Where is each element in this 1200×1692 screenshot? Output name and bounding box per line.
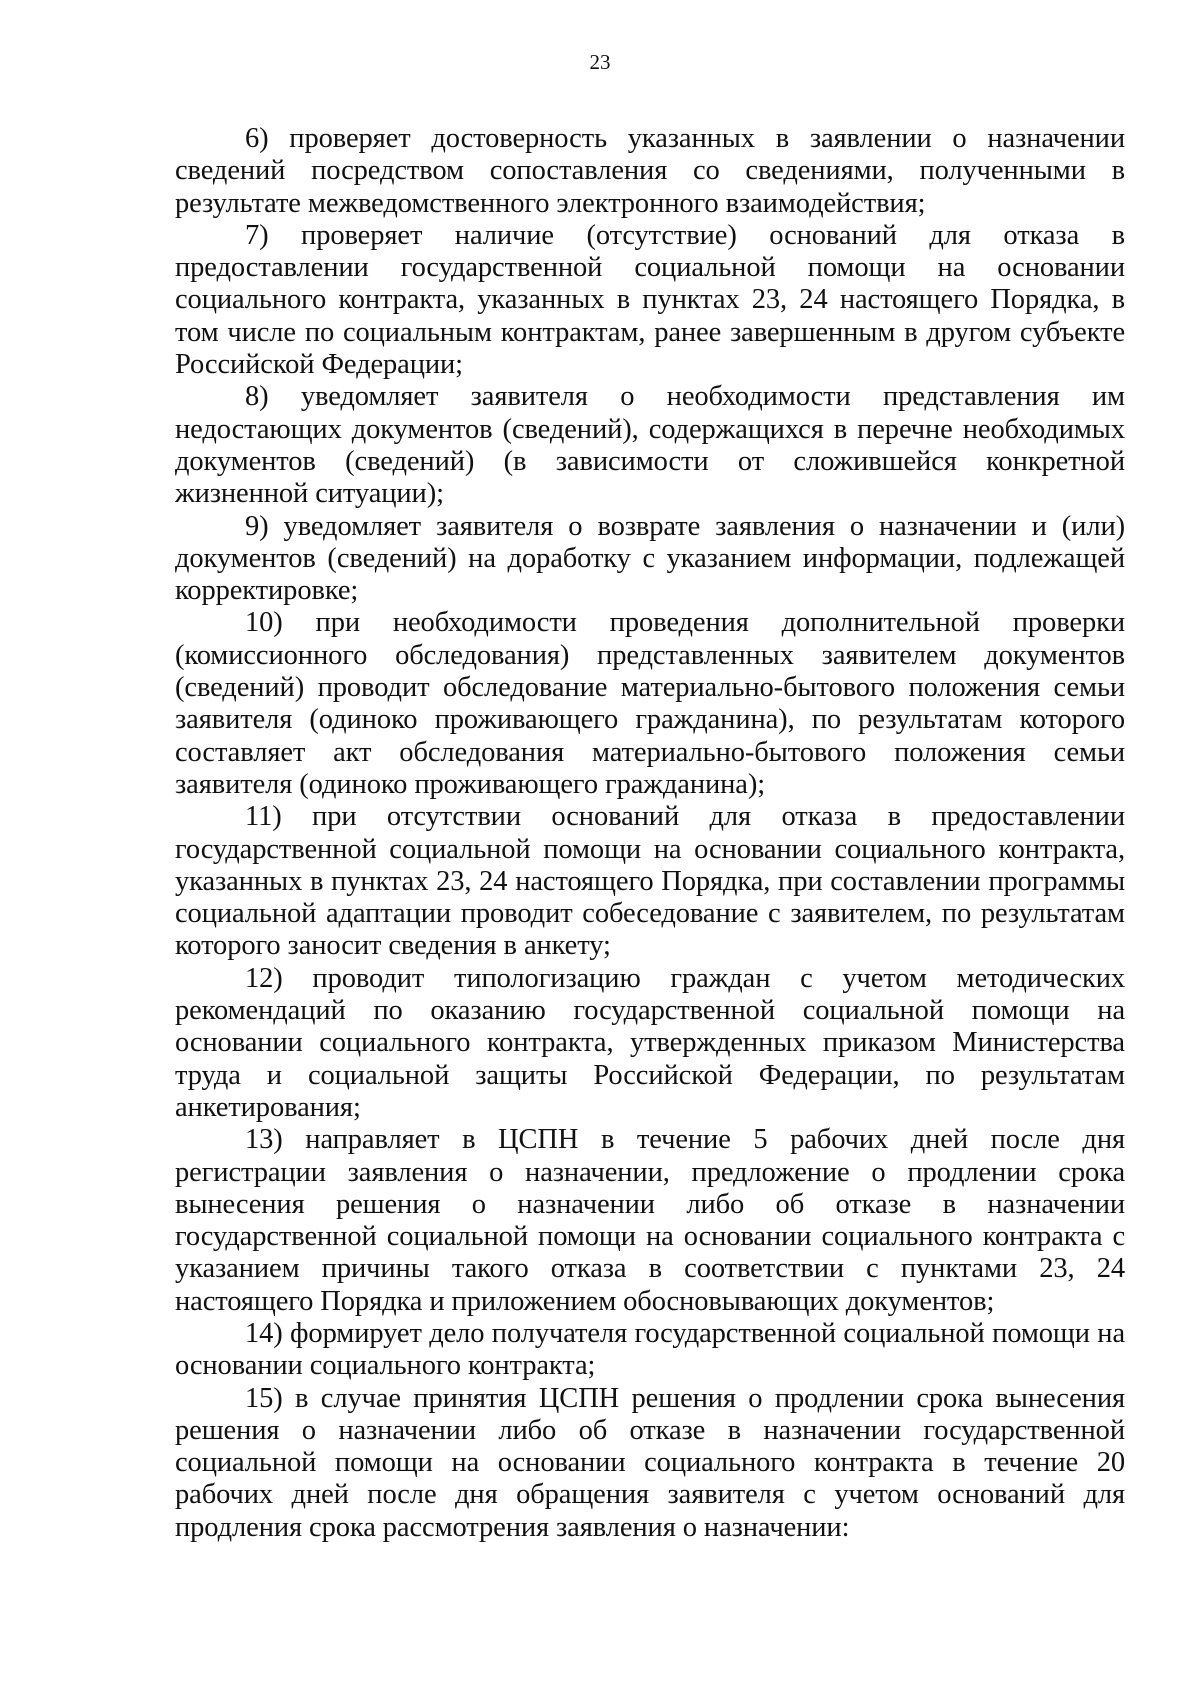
paragraph-item-9: 9) уведомляет заявителя о возврате заявления о назначении и (или) документов (сведений) на доработку с указанием информации, подлежащей корректировке; (175, 510, 1125, 607)
paragraph-item-8: 8) уведомляет заявителя о необходимости представления им недостающих документов (сведений), содержащихся в перечне необходимых документов (сведений) (в зависимости от сложившейся конкретной жизненной ситуации); (175, 381, 1125, 510)
paragraph-item-15: 15) в случае принятия ЦСПН решения о продлении срока вынесения решения о назначении либо об отказе в назначении государственной социальной помощи на основании социального контракта в течение 20 рабочих дней после дня обращения заявителя с учетом оснований для продления срока рассмотрения заявления о назначении: (175, 1382, 1125, 1543)
document-body (175, 123, 1125, 1544)
paragraph-item-12: 12) проводит типологизацию граждан с учетом методических рекомендаций по оказанию государственной социальной помощи на основании социального контракта, утвержденных приказом Министерства труда и социальной защиты Российской Федерации, по результатам анкетирования; (175, 962, 1125, 1123)
page-number: 23 (589, 50, 611, 74)
paragraph-item-6: 6) проверяет достоверность указанных в заявлении о назначении сведений посредством сопоставления со сведениями, полученными в результате межведомственного электронного взаимодействия; (175, 123, 1125, 219)
paragraph-item-14: 14) формирует дело получателя государственной социальной помощи на основании социального контракта; (175, 1317, 1125, 1382)
paragraph-item-7: 7) проверяет наличие (отсутствие) оснований для отказа в предоставлении государственной социальной помощи на основании социального контракта, указанных в пунктах 23, 24 настоящего Порядка, в том числе по социальным контрактам, ранее завершенным в другом субъекте Российской Федерации; (175, 219, 1125, 381)
paragraph-item-13: 13) направляет в ЦСПН в течение 5 рабочих дней после дня регистрации заявления о назначении, предложение о продлении срока вынесения решения о назначении либо об отказе в назначении государственной социальной помощи на основании социального контракта с указанием причины такого отказа в соответствии с пунктами 23, 24 настоящего Порядка и приложением обосновывающих документов; (175, 1124, 1125, 1317)
paragraph-item-10: 10) при необходимости проведения дополнительной проверки (комиссионного обследования) представленных заявителем документов (сведений) проводит обследование материально-бытового положения семьи заявителя (одиноко проживающего гражданина), по результатам которого составляет акт обследования материально-бытового положения семьи заявителя (одиноко проживающего гражданина); (175, 607, 1125, 800)
paragraph-item-11: 11) при отсутствии оснований для отказа в предоставлении государственной социальной помощи на основании социального контракта, указанных в пунктах 23, 24 настоящего Порядка, при составлении программы социальной адаптации проводит собеседование с заявителем, по результатам которого заносит сведения в анкету; (175, 801, 1125, 962)
